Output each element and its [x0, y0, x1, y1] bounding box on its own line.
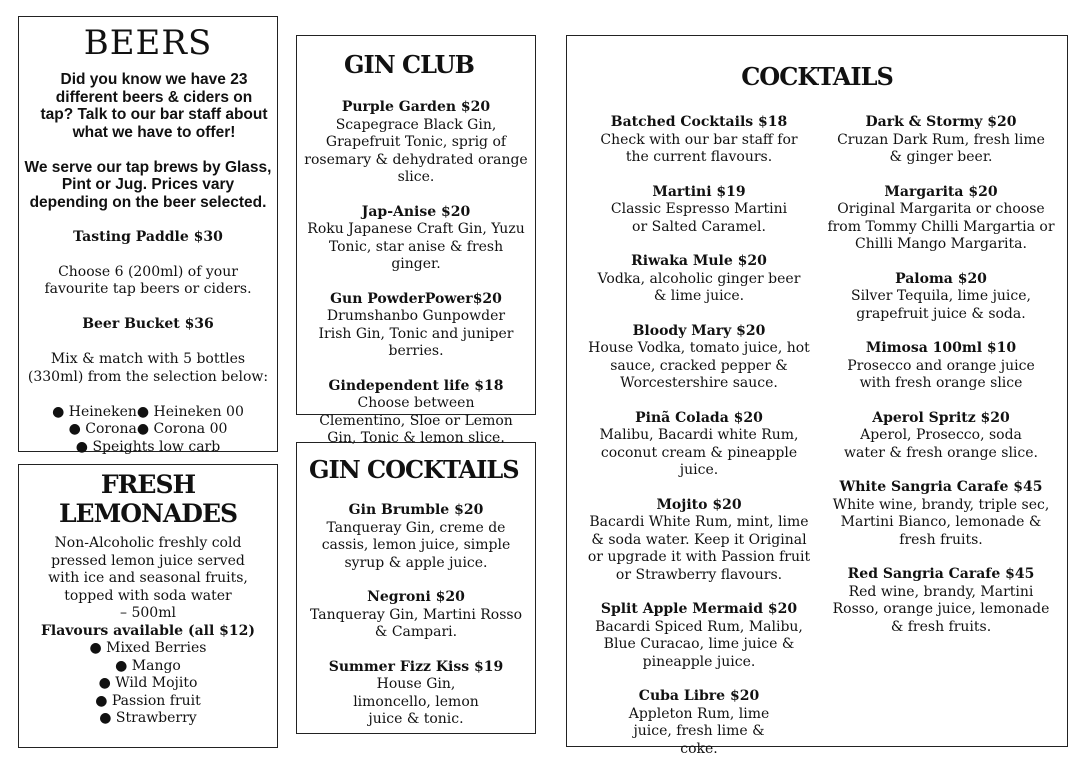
menu-item — [825, 479, 1057, 549]
item-desc: Red wine, brandy, Martini Rosso, orange juice, lemonade & fresh fruits. — [832, 583, 1050, 635]
item-name: Margarita $20 — [884, 183, 998, 200]
beers-serve-info: We serve our tap brews by Glass, Pint or Jug. Prices vary depending on the beer selected. — [24, 158, 272, 211]
list-item: ● Passion fruit — [95, 692, 201, 709]
item-desc: Original Margarita or choose from Tommy Chilli Margartia or Chilli Mango Margarita. — [827, 201, 1055, 252]
item-desc: Tanqueray Gin, Martini Rosso & Campari. — [309, 606, 523, 640]
lemonades-section — [18, 464, 278, 748]
menu-item — [583, 688, 815, 758]
menu-item — [297, 204, 535, 274]
item-desc: Vodka, alcoholic ginger beer & lime juice. — [597, 270, 801, 304]
item-desc: Silver Tequila, lime juice, grapefruit juice & soda. — [851, 288, 1031, 322]
item-name: Jap-Anise $20 — [361, 203, 471, 220]
menu-item — [297, 291, 535, 361]
item-desc: Bacardi White Rum, mint, lime & soda water. Keep it Original or upgrade it with Passion fruit or Strawberry flavours. — [587, 514, 811, 583]
item-name: Purple Garden $20 — [341, 99, 491, 115]
item-desc: Appleton Rum, lime juice, fresh lime & coke. — [628, 705, 770, 757]
beer-bucket-desc: Mix & match with 5 bottles (330ml) from the selection below: — [27, 351, 269, 385]
item-name: Summer Fizz Kiss $19 — [328, 658, 504, 675]
menu-item — [583, 601, 815, 671]
beers-section — [18, 16, 278, 455]
menu-item — [825, 340, 1057, 393]
list-item: ● Speights low carb — [75, 438, 221, 455]
menu-item — [583, 184, 815, 237]
cocktails-right-column — [825, 114, 1057, 636]
gin-club-title: GIN CLUB — [344, 50, 474, 79]
item-desc: Classic Espresso Martini or Salted Caramel. — [610, 201, 788, 235]
item-desc: House Vodka, tomato juice, hot sauce, cracked pepper & Worcestershire sauce. — [588, 340, 810, 391]
beers-intro: Did you know we have 23 different beers & ciders on tap? Talk to our bar staff about what we have to offer! — [40, 71, 268, 141]
list-item: ● Corona● Corona 00 — [68, 421, 228, 437]
gin-cocktails-title: GIN COCKTAILS — [309, 455, 519, 484]
item-desc: Prosecco and orange juice with fresh orange slice — [847, 357, 1035, 391]
menu-item — [297, 99, 535, 187]
menu-item — [583, 253, 815, 306]
item-desc: Check with our bar staff for the current flavours. — [600, 131, 798, 165]
item-desc: Aperol, Prosecco, soda water & fresh orange slice. — [843, 427, 1038, 461]
tasting-paddle-title: Tasting Paddle $30 — [73, 228, 223, 245]
menu-item — [583, 410, 815, 480]
lemonades-desc: Non-Alcoholic freshly cold pressed lemon juice served with ice and seasonal fruits, topped with soda water — [48, 535, 248, 604]
item-name: Gin Brumble $20 — [348, 502, 484, 518]
list-item: ● Heineken● Heineken 00 — [52, 403, 244, 420]
menu-item — [825, 114, 1057, 167]
flavours-title: Flavours available (all $12) — [40, 622, 256, 639]
item-name: Red Sangria Carafe $45 — [847, 566, 1035, 582]
menu-item — [583, 323, 815, 393]
lemonades-title-line1: FRESH — [100, 470, 196, 499]
list-item: ● Strawberry — [99, 710, 197, 726]
item-desc: Drumshanbo Gunpowder Irish Gin, Tonic and juniper berries. — [318, 308, 514, 359]
cocktails-title: COCKTAILS — [741, 62, 893, 91]
item-name: Dark & Stormy $20 — [865, 114, 1017, 130]
menu-item — [297, 378, 535, 448]
item-desc: Cruzan Dark Rum, fresh lime & ginger beer. — [837, 131, 1045, 165]
item-name: Pinã Colada $20 — [635, 409, 763, 426]
list-item: ● Mixed Berries — [89, 640, 207, 656]
menu-item — [583, 497, 815, 585]
bottle-list — [19, 404, 277, 457]
item-name: Martini $19 — [652, 183, 746, 200]
beers-title: BEERS — [83, 23, 213, 63]
item-name: Gindependent life $18 — [328, 377, 504, 394]
gin-cocktails-section — [296, 442, 536, 734]
menu-item — [583, 114, 815, 167]
item-name: Negroni $20 — [367, 589, 465, 605]
menu-item — [297, 659, 535, 729]
menu-item — [825, 566, 1057, 636]
gin-club-section — [296, 35, 536, 446]
menu-item — [297, 589, 535, 642]
item-name: Mojito $20 — [656, 496, 742, 513]
cocktails-section — [566, 35, 1068, 757]
tasting-paddle-desc: Choose 6 (200ml) of your favourite tap beers or ciders. — [44, 263, 252, 297]
item-desc: Malibu, Bacardi white Rum, coconut cream & pineapple juice. — [599, 427, 799, 478]
menu-item — [825, 410, 1057, 463]
cocktails-left-column — [583, 114, 815, 758]
item-desc: House Gin, limoncello, lemon juice & tonic. — [353, 676, 479, 727]
menu-item — [297, 502, 535, 572]
item-name: Paloma $20 — [895, 270, 987, 287]
flavours-list — [19, 640, 277, 728]
lemonades-volume: – 500ml — [120, 605, 176, 621]
item-desc: Tanqueray Gin, creme de cassis, lemon juice, simple syrup & apple juice. — [321, 519, 511, 571]
item-desc: Choose between Clementino, Sloe or Lemon Gin, Tonic & lemon slice. — [319, 395, 513, 446]
item-desc: Scapegrace Black Gin, Grapefruit Tonic, sprig of rosemary & dehydrated orange slice. — [304, 116, 528, 185]
menu-item — [825, 184, 1057, 254]
beer-bucket-title: Beer Bucket $36 — [82, 316, 214, 332]
item-name: Aperol Spritz $20 — [872, 409, 1010, 426]
item-name: Cuba Libre $20 — [638, 688, 760, 704]
item-name: Bloody Mary $20 — [632, 322, 766, 339]
item-name: Batched Cocktails $18 — [610, 114, 788, 130]
list-item: ● Mango — [115, 657, 181, 674]
menu-item — [825, 271, 1057, 324]
list-item: ● Wild Mojito — [98, 675, 198, 691]
item-name: Riwaka Mule $20 — [631, 253, 767, 269]
item-desc: White wine, brandy, triple sec, Martini Bianco, lemonade & fresh fruits. — [832, 496, 1050, 548]
item-name: Mimosa 100ml $10 — [865, 340, 1017, 356]
item-name: Split Apple Mermaid $20 — [600, 601, 798, 617]
item-name: Gun PowderPower$20 — [330, 290, 502, 307]
item-desc: Bacardi Spiced Rum, Malibu, Blue Curacao, lime juice & pineapple juice. — [595, 618, 803, 670]
lemonades-title-line2: LEMONADES — [58, 499, 238, 528]
item-name: White Sangria Carafe $45 — [839, 479, 1043, 495]
item-desc: Roku Japanese Craft Gin, Yuzu Tonic, star anise & fresh ginger. — [307, 221, 525, 272]
